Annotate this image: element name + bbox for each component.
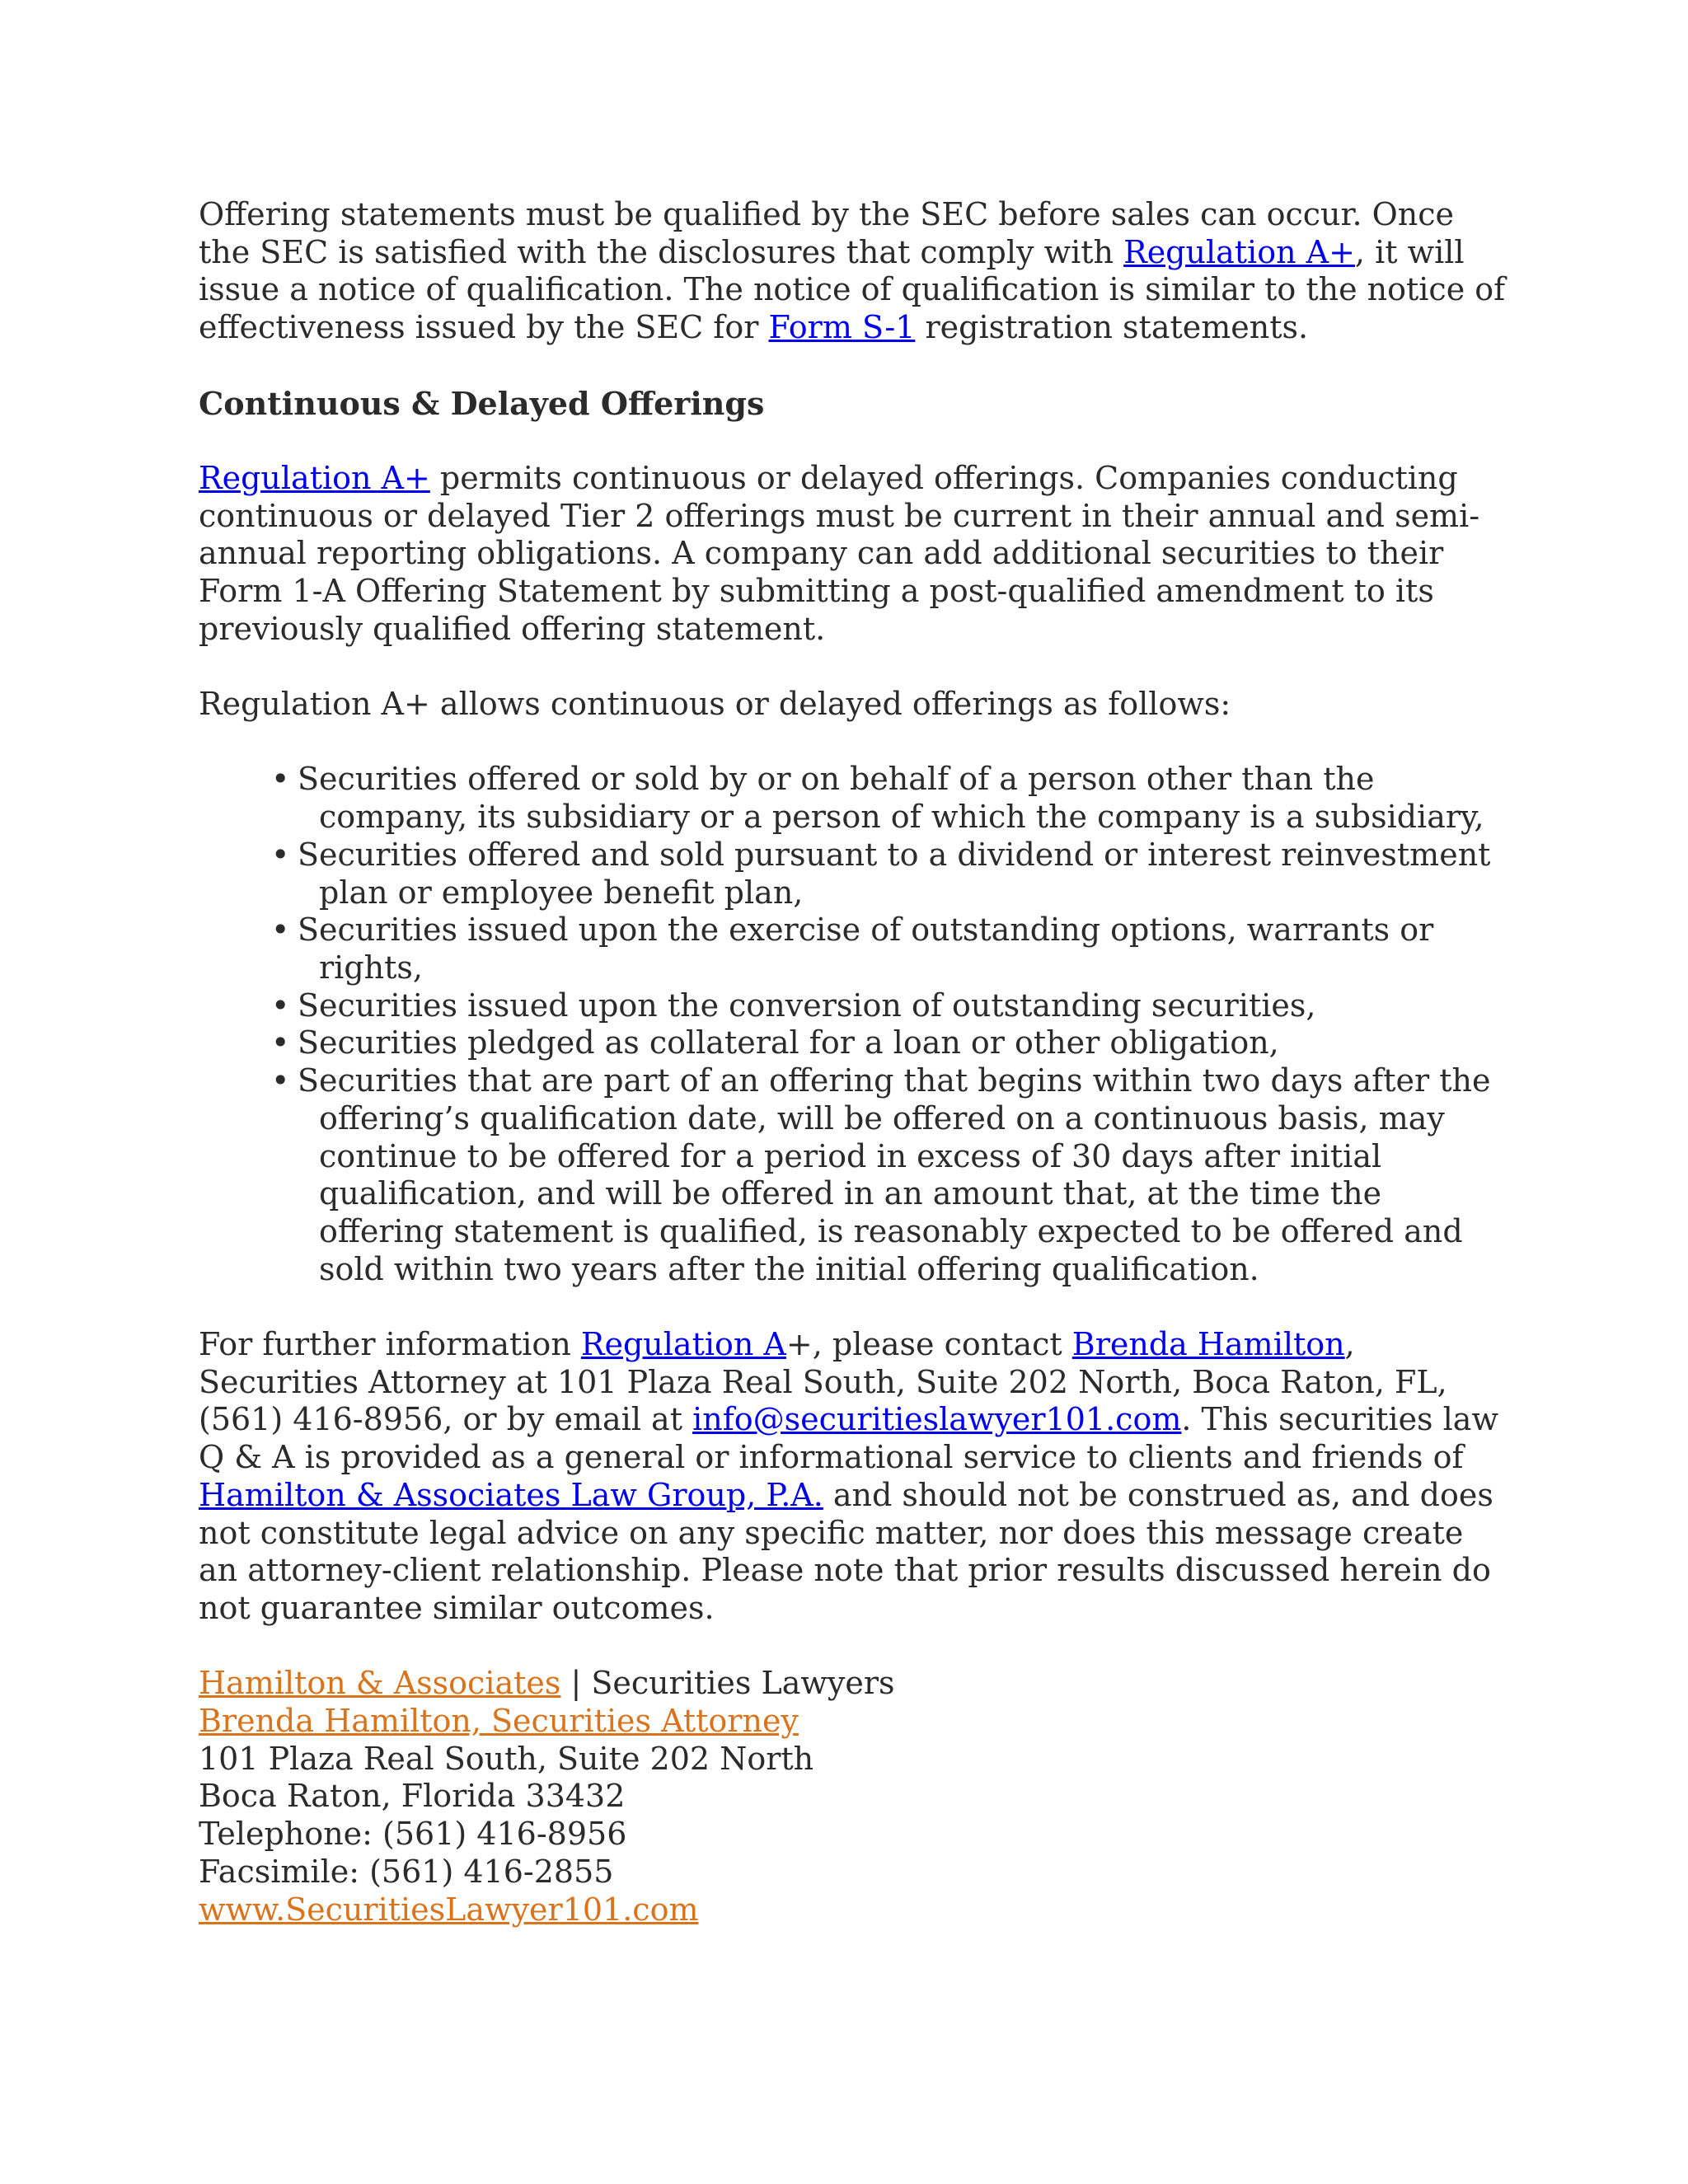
contact-text-2: +, please contact	[785, 1326, 1072, 1363]
offerings-intro-paragraph: Regulation A+ allows continuous or delayed offerings as follows:	[199, 686, 1231, 723]
contact-text-5: and should not be construed as, and does not constitute legal advice on any specific matter, nor does this message create an attorney-client relationship. Please note that prior results discussed herein do not guarantee similar outcomes.	[199, 1476, 1493, 1626]
website-link[interactable]: www.SecuritiesLawyer101.com	[199, 1891, 699, 1928]
firm-suffix: | Securities Lawyers	[560, 1665, 895, 1702]
list-item-text: Securities that are part of an offering that begins within two days after the offering’s qualification date, will be offered on a continuous basis, may continue to be offered for a period in excess of 30 days after initial qualification, and will be offered in an amount that, at the time the offering statement is qualified, is reasonably expected to be offered and sold within two years after the initial offering qualification.	[298, 1062, 1491, 1287]
list-item	[199, 1024, 1509, 1062]
firm-link[interactable]: Hamilton & Associates	[199, 1665, 561, 1702]
contact-text-3: , Securities Attorney at 101 Plaza Real South, Suite 202 North, Boca Raton, FL, (561) 416-8956, or by email at	[199, 1326, 1447, 1438]
signature-attorney-line	[199, 1703, 1509, 1741]
signature-facsimile: Facsimile: (561) 416-2855	[199, 1853, 614, 1890]
bullet-icon: •	[271, 836, 290, 873]
list-item	[199, 837, 1509, 912]
list-item-text: Securities issued upon the exercise of outstanding options, warrants or rights,	[298, 912, 1434, 986]
signature-block	[199, 1665, 1509, 1929]
attorney-link[interactable]: Brenda Hamilton, Securities Attorney	[199, 1703, 799, 1740]
contact-text-4: . This securities law Q & A is provided as a general or informational service to clients and friends of	[199, 1401, 1498, 1476]
list-item	[199, 987, 1509, 1025]
intro-text-3: registration statements.	[915, 309, 1309, 346]
list-item	[199, 1062, 1509, 1288]
bullet-icon: •	[271, 1062, 290, 1099]
list-item-text: Securities offered and sold pursuant to a dividend or interest reinvestment plan or employee benefit plan,	[298, 836, 1491, 911]
list-item-text: Securities offered or sold by or on behalf of a person other than the company, its subsidiary or a person of which the company is a subsidiary,	[298, 761, 1484, 836]
brenda-hamilton-link[interactable]: Brenda Hamilton	[1071, 1326, 1345, 1363]
bullet-icon: •	[271, 912, 290, 949]
list-item-text: Securities pledged as collateral for a loan or other obligation,	[298, 1024, 1279, 1062]
regulation-a-link[interactable]: Regulation A+	[199, 459, 430, 496]
signature-website-line	[199, 1891, 1509, 1929]
intro-text-2: , it will issue a notice of qualification. The notice of qualification is similar to the notice of effectiveness issued by the SEC for	[199, 233, 1506, 346]
signature-address-2: Boca Raton, Florida 33432	[199, 1778, 626, 1815]
bullet-icon: •	[271, 987, 290, 1024]
offerings-list	[199, 761, 1509, 1288]
contact-paragraph	[199, 1326, 1509, 1628]
paragraph-text: permits continuous or delayed offerings. Companies conducting continuous or delayed Tier 2 offerings must be current in their annual and semi-annual reporting obligations. A company can add additional securities to their Form 1-A Offering Statement by submitting a post-qualified amendment to its previously qualified offering statement.	[199, 459, 1480, 647]
signature-firm-line	[199, 1665, 1509, 1703]
law-group-link[interactable]: Hamilton & Associates Law Group, P.A.	[199, 1476, 823, 1513]
bullet-icon: •	[271, 1024, 290, 1062]
regulation-a-link[interactable]: Regulation A	[580, 1326, 786, 1363]
form-s1-link[interactable]: Form S-1	[768, 309, 916, 346]
document-page	[199, 196, 1509, 1929]
intro-text-1: Offering statements must be qualified by the SEC before sales can occur. Once the SEC is satisfied with the disclosures that comply with	[199, 196, 1455, 270]
bullet-icon: •	[271, 761, 290, 798]
intro-paragraph	[199, 196, 1509, 347]
email-link[interactable]: info@securitieslawyer101.com	[692, 1401, 1182, 1438]
regulation-a-link[interactable]: Regulation A+	[1123, 233, 1355, 270]
continuous-offerings-paragraph	[199, 460, 1509, 649]
list-item	[199, 761, 1509, 836]
signature-address-1: 101 Plaza Real South, Suite 202 North	[199, 1740, 814, 1777]
list-item	[199, 912, 1509, 987]
contact-text-1: For further information	[199, 1326, 581, 1363]
section-heading: Continuous & Delayed Offerings	[199, 384, 765, 422]
signature-telephone: Telephone: (561) 416-8956	[199, 1816, 627, 1853]
list-item-text: Securities issued upon the conversion of outstanding securities,	[298, 987, 1316, 1024]
